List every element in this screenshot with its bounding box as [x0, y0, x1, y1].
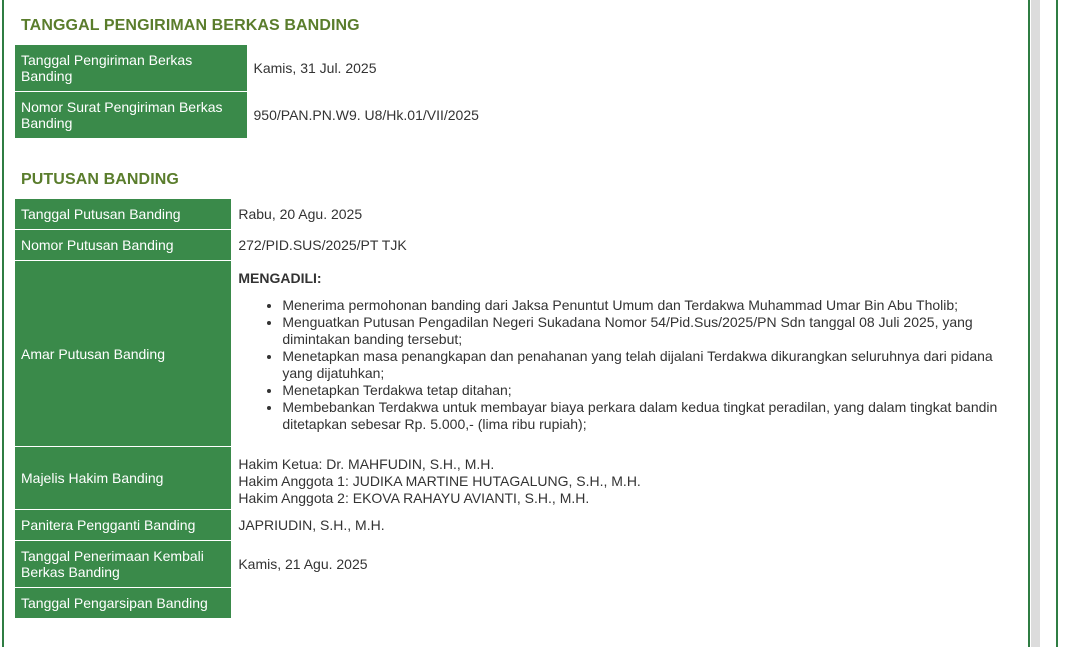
outer-border [1056, 0, 1058, 647]
list-item: • Membebankan Terdakwa untuk membayar biaya perkara dalam kedua tingkat peradilan, yang dalam tingkat bandin ditetapkan sebesar Rp. 5.000,- (lima ribu rupiah); [282, 399, 1018, 433]
putusan-table [15, 198, 1034, 619]
majelis-hakim-content [231, 447, 1034, 510]
table-row [15, 541, 1034, 588]
table-row [15, 261, 1034, 447]
row-value: Kamis, 21 Agu. 2025 [238, 555, 368, 572]
list-item: • Menetapkan masa penangkapan dan penahanan yang telah dijalani Terdakwa dikurangkan seluruhnya dari pidana yang dijatuhkan; [282, 348, 1018, 382]
row-label: Tanggal Putusan Banding [15, 199, 231, 230]
list-item: • Menetapkan Terdakwa tetap ditahan; [282, 382, 1018, 399]
row-label: Nomor Surat Pengiriman Berkas Banding [15, 92, 247, 139]
section-title-putusan: PUTUSAN BANDING [21, 171, 179, 188]
list-item: • Menerima permohonan banding dari Jaksa Penuntut Umum dan Terdakwa Muhammad Umar Bin Abu Tholib; [282, 297, 1018, 314]
table-row [15, 230, 1034, 261]
table-row [15, 588, 1034, 619]
table-row [15, 199, 1034, 230]
section-title-pengiriman: TANGGAL PENGIRIMAN BERKAS BANDING [21, 17, 360, 34]
row-value [231, 588, 1034, 619]
table-row [15, 510, 1034, 541]
row-label: Panitera Pengganti Banding [15, 510, 231, 541]
row-label: Tanggal Penerimaan Kembali Berkas Banding [15, 541, 231, 588]
row-label: Tanggal Pengarsipan Banding [15, 588, 231, 619]
row-value: Kamis, 31 Jul. 2025 [253, 59, 377, 76]
hakim-anggota-2: Hakim Anggota 2: EKOVA RAHAYU AVIANTI, S.H., M.H. [238, 489, 590, 506]
hakim-ketua: Hakim Ketua: Dr. MAHFUDIN, S.H., M.H. [238, 455, 495, 472]
row-value: 272/PID.SUS/2025/PT TJK [238, 236, 407, 253]
amar-heading: MENGADILI: [238, 269, 322, 286]
table-row [15, 45, 1034, 92]
list-item: • Menguatkan Putusan Pengadilan Negeri Sukadana Nomor 54/Pid.Sus/2025/PN Sdn tanggal 08 Juli 2025, yang dimintakan banding tersebut; [282, 314, 1018, 348]
row-value: Rabu, 20 Agu. 2025 [238, 205, 363, 222]
amar-putusan-content [231, 261, 1034, 447]
row-value: 950/PAN.PN.W9. U8/Hk.01/VII/2025 [253, 106, 479, 123]
hakim-anggota-1: Hakim Anggota 1: JUDIKA MARTINE HUTAGALUNG, S.H., M.H. [238, 472, 641, 489]
pengiriman-table [15, 44, 1034, 139]
row-label: Majelis Hakim Banding [15, 447, 231, 510]
row-label: Tanggal Pengiriman Berkas Banding [15, 45, 247, 92]
table-row [15, 447, 1034, 510]
table-row [15, 92, 1034, 139]
amar-list [238, 297, 1018, 433]
row-label: Nomor Putusan Banding [15, 230, 231, 261]
row-value: JAPRIUDIN, S.H., M.H. [238, 516, 385, 533]
row-label: Amar Putusan Banding [15, 261, 231, 447]
